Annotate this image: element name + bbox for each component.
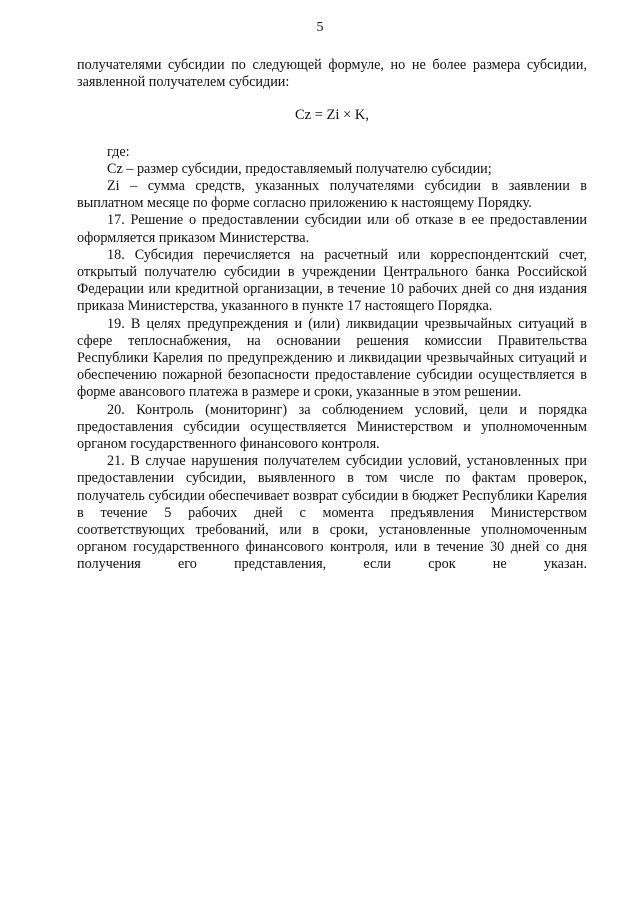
paragraph-17: 17. Решение о предоставлении субсидии или об отказе в ее предоставлении оформляется приказом Министерства. (77, 212, 587, 246)
page-number: 5 (316, 20, 324, 35)
paragraph-19: 19. В целях предупреждения и (или) ликвидации чрезвычайных ситуаций в сфере теплоснабжения, на основании решения комиссии Правительства Республики Карелия по предупреждению и ликвидации чрезвычайных ситуаций и обеспечению пожарной безопасности предоставление субсидии осуществляется в форме авансового платежа в размере и сроки, указанные в этом решении. (77, 315, 587, 401)
document-body (77, 57, 587, 574)
definition-zi: Zi – сумма средств, указанных получателями субсидии в заявлении в выплатном месяце по форме согласно приложению к настоящему Порядку. (77, 178, 587, 212)
definition-cz: Cz – размер субсидии, предоставляемый получателю субсидии; (107, 160, 492, 177)
paragraph-20: 20. Контроль (мониторинг) за соблюдением условий, цели и порядка предоставления субсидии осуществляется Министерством и уполномоченным органом государственного финансового контроля. (77, 401, 587, 453)
where-label: где: (107, 143, 130, 160)
paragraph-18: 18. Субсидия перечисляется на расчетный или корреспондентский счет, открытый получателю субсидии в учреждении Центрального банка Российской Федерации или кредитной организации, в течение 10 рабочих дней со дня издания приказа Министерства, указанного в пункте 17 настоящего Порядка. (77, 246, 587, 315)
intro-paragraph: получателями субсидии по следующей формуле, но не более размера субсидии, заявленной получателем субсидии: (77, 57, 587, 91)
paragraph-21: 21. В случае нарушения получателем субсидии условий, установленных при предоставлении субсидии, выявленного в том числе по фактам проверок, получатель субсидии обеспечивает возврат субсидии в бюджет Республики Карелия в течение 5 рабочих дней с момента предъявления Министерством соответствующих требований, или в сроки, установленные уполномоченным органом государственного финансового контроля, или в течение 30 дней со дня получения его представления, если срок не указан. (77, 453, 587, 573)
subsidy-formula: Cz = Zi × K, (295, 107, 369, 124)
